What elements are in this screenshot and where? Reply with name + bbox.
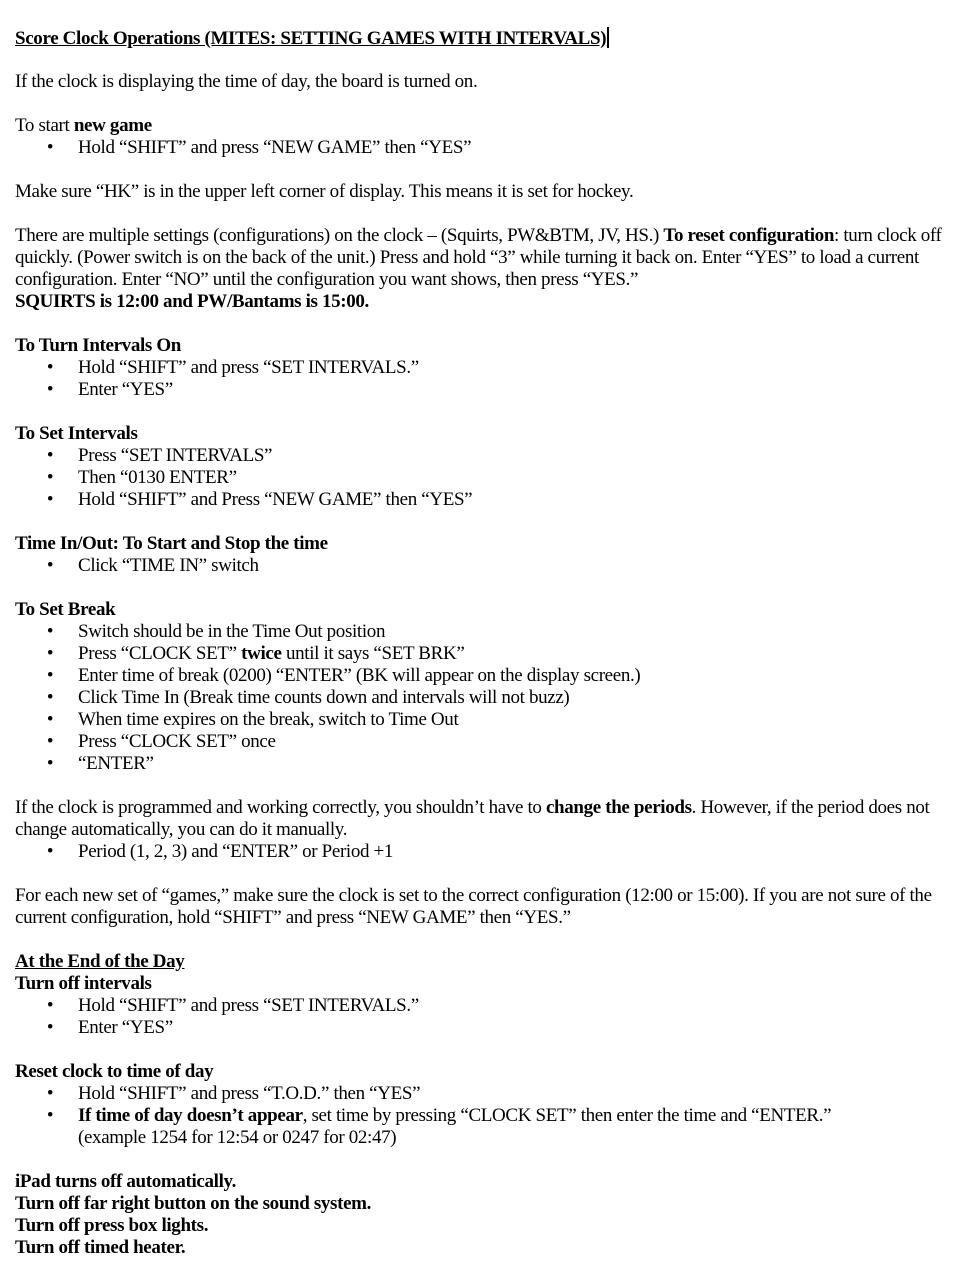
list-item: [15, 445, 965, 467]
list-item-text: Enter “YES”: [78, 1017, 173, 1038]
list-item: [15, 665, 965, 687]
list-item: [15, 1083, 965, 1105]
new-set-paragraph: For each new set of “games,” make sure the clock is set to the correct configuration (12:00 or 15:00). If you are not sure of the current configuration, hold “SHIFT” and press “NEW GAME” then “YES.”: [15, 885, 932, 928]
bullet-icon: •: [46, 643, 54, 664]
new-game-bold: new game: [73, 115, 152, 136]
new-game-lead-text: To start: [15, 115, 74, 136]
list-item-text: Hold “SHIFT” and press “SET INTERVALS.”: [78, 995, 419, 1016]
list-item-text: When time expires on the break, switch to Time Out: [78, 709, 459, 730]
list-item: [15, 489, 965, 511]
bullet-icon: •: [46, 489, 54, 510]
bullet-icon: •: [46, 621, 54, 642]
end-of-day-heading: At the End of the Day: [15, 951, 185, 972]
turn-intervals-on-heading: To Turn Intervals On: [15, 335, 182, 356]
set-intervals-list: [15, 445, 965, 511]
list-item-text: Hold “SHIFT” and press “SET INTERVALS.”: [78, 357, 419, 378]
squirts-times: SQUIRTS is 12:00 and PW/Bantams is 15:00.: [15, 291, 369, 312]
time-in-out-list: [15, 555, 965, 577]
set-intervals-heading: To Set Intervals: [15, 423, 138, 444]
config-text-1: There are multiple settings (configurations) on the clock – (Squirts, PW&BTM, JV, HS.): [15, 225, 664, 246]
list-item-text: Click Time In (Break time counts down and intervals will not buzz): [78, 687, 570, 708]
list-item: [15, 687, 965, 709]
list-item: [15, 643, 965, 665]
periods-list: [15, 841, 965, 863]
bullet-icon: •: [46, 137, 54, 158]
list-item: [15, 555, 965, 577]
time-in-out-heading: Time In/Out: To Start and Stop the time: [15, 533, 328, 554]
bullet-icon: •: [46, 665, 54, 686]
list-item: [15, 357, 965, 379]
periods-bold: change the periods: [545, 797, 692, 818]
final-step: Turn off timed heater.: [15, 1237, 186, 1258]
config-bold: To reset configuration: [663, 225, 835, 246]
reset-tod-list: [15, 1083, 965, 1149]
bullet-icon: •: [46, 357, 54, 378]
bullet-icon: •: [46, 1017, 54, 1038]
document-title: Score Clock Operations (MITES: SETTING GAMES WITH INTERVALS): [15, 28, 607, 49]
list-item: [15, 1017, 965, 1039]
new-game-lead: [15, 115, 965, 137]
set-break-heading: To Set Break: [15, 599, 116, 620]
list-item: [15, 379, 965, 401]
list-item-text: “ENTER”: [78, 753, 154, 774]
list-item-text: Period (1, 2, 3) and “ENTER” or Period +1: [78, 841, 394, 862]
bullet-icon: •: [46, 1083, 54, 1104]
list-item-text: Hold “SHIFT” and press “T.O.D.” then “YES”: [78, 1083, 421, 1104]
list-item: [15, 709, 965, 731]
turn-off-intervals-list: [15, 995, 965, 1039]
list-item-text: , set time by pressing “CLOCK SET” then enter the time and “ENTER.”: [302, 1105, 832, 1126]
final-step: Turn off far right button on the sound system.: [15, 1193, 372, 1214]
list-item: [15, 1105, 965, 1149]
intro-text: If the clock is displaying the time of day, the board is turned on.: [15, 71, 478, 92]
bullet-icon: •: [46, 995, 54, 1016]
config-text-2: : turn clock off quickly. (Power switch is on the back of the unit.) Press and hold “3” while turning it back on. Enter “YES” to load a current configuration. Enter “NO” until the configuration you want shows, then press “YES.”: [15, 225, 942, 290]
hk-note: Make sure “HK” is in the upper left corner of display. This means it is set for hockey.: [15, 181, 634, 202]
set-break-list: [15, 621, 965, 775]
list-item-text: Hold “SHIFT” and Press “NEW GAME” then “YES”: [78, 489, 473, 510]
bullet-icon: •: [46, 841, 54, 862]
periods-text-2: . However, if the period does not change automatically, you can do it manually.: [15, 797, 930, 840]
reset-tod-heading: Reset clock to time of day: [15, 1061, 214, 1082]
list-item-text: Then “0130 ENTER”: [78, 467, 237, 488]
periods-text-1: If the clock is programmed and working correctly, you shouldn’t have to: [15, 797, 546, 818]
tod-example: (example 1254 for 12:54 or 0247 for 02:47): [78, 1127, 397, 1148]
bullet-icon: •: [46, 753, 54, 774]
list-item-text: until it says “SET BRK”: [281, 643, 465, 664]
tod-missing-bold: If time of day doesn’t appear: [78, 1105, 303, 1126]
bullet-icon: •: [46, 1105, 54, 1126]
final-step: iPad turns off automatically.: [15, 1171, 237, 1192]
list-item-text: Press “CLOCK SET” once: [78, 731, 276, 752]
config-paragraph: [15, 225, 960, 291]
bullet-icon: •: [46, 731, 54, 752]
bullet-icon: •: [46, 555, 54, 576]
bullet-icon: •: [46, 687, 54, 708]
bullet-icon: •: [46, 379, 54, 400]
list-item: [15, 731, 965, 753]
title-line: [15, 27, 965, 49]
list-item: [15, 621, 965, 643]
list-item-text: Enter “YES”: [78, 379, 173, 400]
list-item: [15, 753, 965, 775]
list-item: [15, 467, 965, 489]
list-item-text: Hold “SHIFT” and press “NEW GAME” then “YES”: [78, 137, 472, 158]
new-game-list: [15, 137, 965, 159]
turn-intervals-on-list: [15, 357, 965, 401]
list-item: [15, 137, 965, 159]
list-item: [15, 841, 965, 863]
periods-paragraph: [15, 797, 960, 841]
text-cursor: [607, 27, 609, 48]
list-item-text: Enter time of break (0200) “ENTER” (BK will appear on the display screen.): [78, 665, 641, 686]
list-item-text: Click “TIME IN” switch: [78, 555, 259, 576]
bullet-icon: •: [46, 467, 54, 488]
final-step: Turn off press box lights.: [15, 1215, 209, 1236]
list-item: [15, 995, 965, 1017]
list-item-text: Switch should be in the Time Out position: [78, 621, 386, 642]
bullet-icon: •: [46, 445, 54, 466]
turn-off-intervals-heading: Turn off intervals: [15, 973, 152, 994]
twice-bold: twice: [241, 643, 282, 664]
bullet-icon: •: [46, 709, 54, 730]
list-item-text: Press “SET INTERVALS”: [78, 445, 273, 466]
list-item-text: Press “CLOCK SET”: [78, 643, 242, 664]
